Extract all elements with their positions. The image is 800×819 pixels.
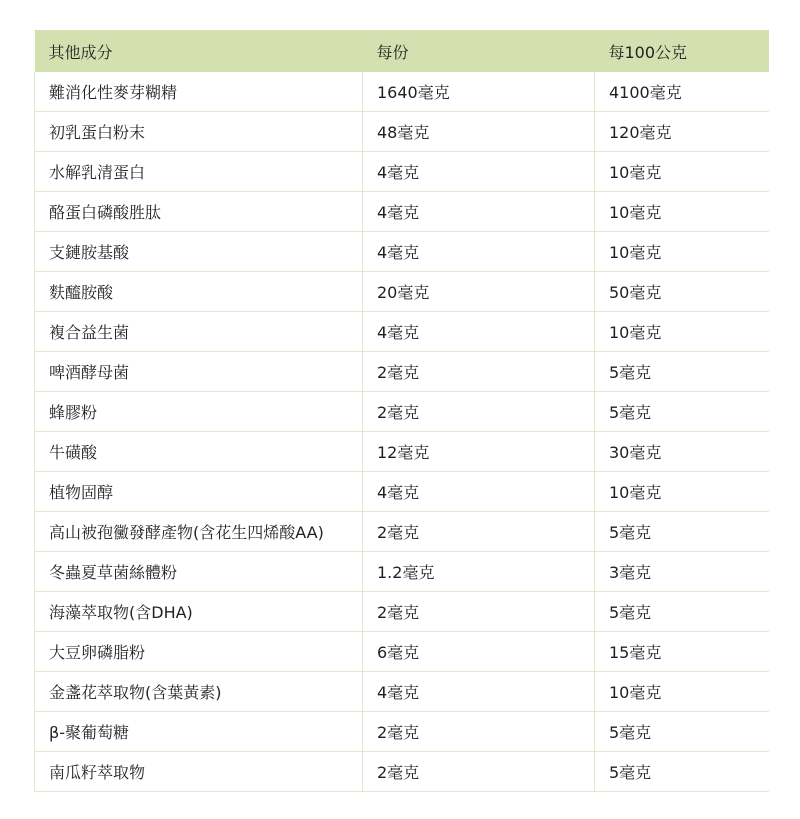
per-100g-cell: 120毫克 [595, 112, 769, 152]
table-row [35, 552, 769, 592]
header-per-serving: 每份 [363, 30, 595, 72]
ingredient-cell: 難消化性麥芽糊精 [35, 72, 363, 112]
ingredients-table-container [34, 30, 768, 792]
table-body [35, 72, 769, 792]
per-serving-cell: 1.2毫克 [363, 552, 595, 592]
per-100g-cell: 5毫克 [595, 712, 769, 752]
ingredient-cell: 海藻萃取物(含DHA) [35, 592, 363, 632]
ingredient-cell: β-聚葡萄糖 [35, 712, 363, 752]
table-row [35, 112, 769, 152]
per-serving-cell: 48毫克 [363, 112, 595, 152]
per-serving-cell: 2毫克 [363, 392, 595, 432]
per-serving-cell: 4毫克 [363, 672, 595, 712]
per-100g-cell: 10毫克 [595, 152, 769, 192]
per-serving-cell: 4毫克 [363, 472, 595, 512]
table-row [35, 472, 769, 512]
table-row [35, 72, 769, 112]
table-row [35, 432, 769, 472]
per-100g-cell: 10毫克 [595, 672, 769, 712]
table-row [35, 312, 769, 352]
per-100g-cell: 10毫克 [595, 192, 769, 232]
table-row [35, 592, 769, 632]
ingredient-cell: 複合益生菌 [35, 312, 363, 352]
per-100g-cell: 4100毫克 [595, 72, 769, 112]
per-serving-cell: 1640毫克 [363, 72, 595, 112]
per-100g-cell: 5毫克 [595, 352, 769, 392]
per-serving-cell: 2毫克 [363, 712, 595, 752]
ingredient-cell: 啤酒酵母菌 [35, 352, 363, 392]
per-serving-cell: 12毫克 [363, 432, 595, 472]
per-100g-cell: 10毫克 [595, 472, 769, 512]
per-100g-cell: 3毫克 [595, 552, 769, 592]
ingredient-cell: 金盞花萃取物(含葉黃素) [35, 672, 363, 712]
per-serving-cell: 4毫克 [363, 312, 595, 352]
per-serving-cell: 2毫克 [363, 592, 595, 632]
per-serving-cell: 20毫克 [363, 272, 595, 312]
ingredients-table [34, 30, 769, 792]
per-100g-cell: 5毫克 [595, 392, 769, 432]
ingredient-cell: 酪蛋白磷酸胜肽 [35, 192, 363, 232]
per-100g-cell: 10毫克 [595, 312, 769, 352]
per-100g-cell: 5毫克 [595, 512, 769, 552]
table-row [35, 712, 769, 752]
ingredient-cell: 高山被孢黴發酵產物(含花生四烯酸AA) [35, 512, 363, 552]
ingredient-cell: 蜂膠粉 [35, 392, 363, 432]
per-100g-cell: 5毫克 [595, 752, 769, 792]
ingredient-cell: 水解乳清蛋白 [35, 152, 363, 192]
ingredient-cell: 支鏈胺基酸 [35, 232, 363, 272]
per-100g-cell: 50毫克 [595, 272, 769, 312]
table-row [35, 232, 769, 272]
ingredient-cell: 大豆卵磷脂粉 [35, 632, 363, 672]
per-100g-cell: 15毫克 [595, 632, 769, 672]
header-per-100g: 每100公克 [595, 30, 769, 72]
per-serving-cell: 4毫克 [363, 232, 595, 272]
table-row [35, 272, 769, 312]
table-row [35, 152, 769, 192]
table-row [35, 392, 769, 432]
table-row [35, 752, 769, 792]
table-row [35, 632, 769, 672]
per-serving-cell: 6毫克 [363, 632, 595, 672]
per-serving-cell: 4毫克 [363, 152, 595, 192]
table-row [35, 512, 769, 552]
ingredient-cell: 冬蟲夏草菌絲體粉 [35, 552, 363, 592]
table-header-row [35, 30, 769, 72]
per-100g-cell: 5毫克 [595, 592, 769, 632]
table-row [35, 672, 769, 712]
per-100g-cell: 10毫克 [595, 232, 769, 272]
per-serving-cell: 4毫克 [363, 192, 595, 232]
table-row [35, 192, 769, 232]
table-row [35, 352, 769, 392]
per-serving-cell: 2毫克 [363, 512, 595, 552]
per-serving-cell: 2毫克 [363, 752, 595, 792]
ingredient-cell: 牛磺酸 [35, 432, 363, 472]
ingredient-cell: 初乳蛋白粉末 [35, 112, 363, 152]
header-ingredient: 其他成分 [35, 30, 363, 72]
ingredient-cell: 植物固醇 [35, 472, 363, 512]
per-100g-cell: 30毫克 [595, 432, 769, 472]
ingredient-cell: 南瓜籽萃取物 [35, 752, 363, 792]
per-serving-cell: 2毫克 [363, 352, 595, 392]
ingredient-cell: 麩醯胺酸 [35, 272, 363, 312]
